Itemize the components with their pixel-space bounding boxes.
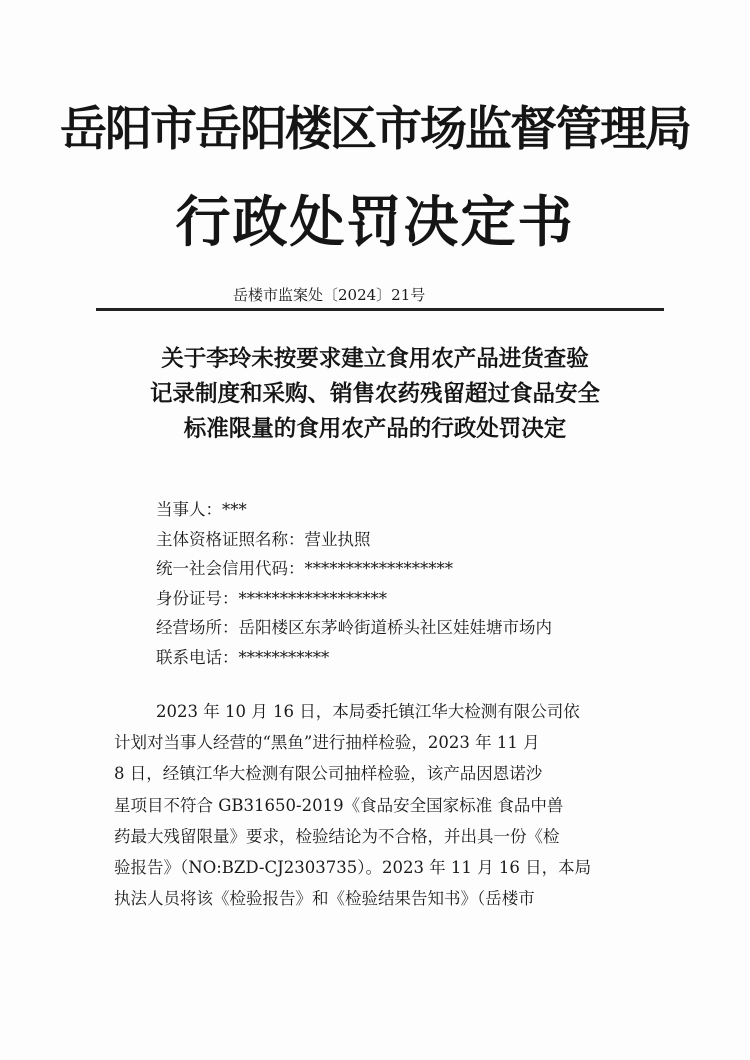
license-name-field: 主体资格证照名称：营业执照 bbox=[156, 529, 371, 549]
credit-code-field: 统一社会信用代码：****************** bbox=[156, 559, 453, 579]
subject-line-2: 记录制度和采购、销售农药残留超过食品安全 bbox=[149, 381, 600, 407]
body-line-3: 8 日，经镇江华大检测有限公司抽样检验，该产品因恩诺沙 bbox=[114, 764, 543, 784]
body-line-4: 星项目不符合 GB31650-2019《食品安全国家标准 食品中兽 bbox=[114, 795, 564, 815]
subject-line-3: 标准限量的食用农产品的行政处罚决定 bbox=[183, 416, 567, 442]
party-info bbox=[156, 495, 552, 673]
decision-subject bbox=[95, 342, 655, 447]
body-line-6: 验报告》（NO:BZD-CJ2303735）。2023 年 11 月 16 日，本局 bbox=[114, 858, 592, 878]
subject-line-1: 关于李玲未按要求建立食用农产品进货查验 bbox=[161, 346, 589, 372]
document-number: 岳楼市监案处〔2024〕21号 bbox=[233, 286, 426, 304]
issuer-title: 岳阳市岳阳楼区市场监督管理局 bbox=[60, 102, 690, 157]
body-line-1: 2023 年 10 月 16 日，本局委托镇江华大检测有限公司依 bbox=[156, 702, 580, 721]
address-field: 经营场所：岳阳楼区东茅岭街道桥头社区娃娃塘市场内 bbox=[156, 618, 552, 638]
phone-field: 联系电话：*********** bbox=[156, 647, 330, 667]
body-line-2: 计划对当事人经营的“黑鱼”进行抽样检验，2023 年 11 月 bbox=[114, 733, 540, 753]
body-line-7: 执法人员将该《检验报告》和《检验结果告知书》（岳楼市 bbox=[114, 889, 535, 909]
id-number-field: 身份证号：****************** bbox=[156, 588, 387, 608]
party-field: 当事人：*** bbox=[156, 500, 247, 519]
body-text bbox=[114, 696, 639, 914]
body-line-5: 药最大残留限量》要求，检验结论为不合格，并出具一份《检 bbox=[114, 826, 560, 846]
header-divider bbox=[96, 308, 664, 311]
document-type-title: 行政处罚决定书 bbox=[175, 190, 575, 254]
